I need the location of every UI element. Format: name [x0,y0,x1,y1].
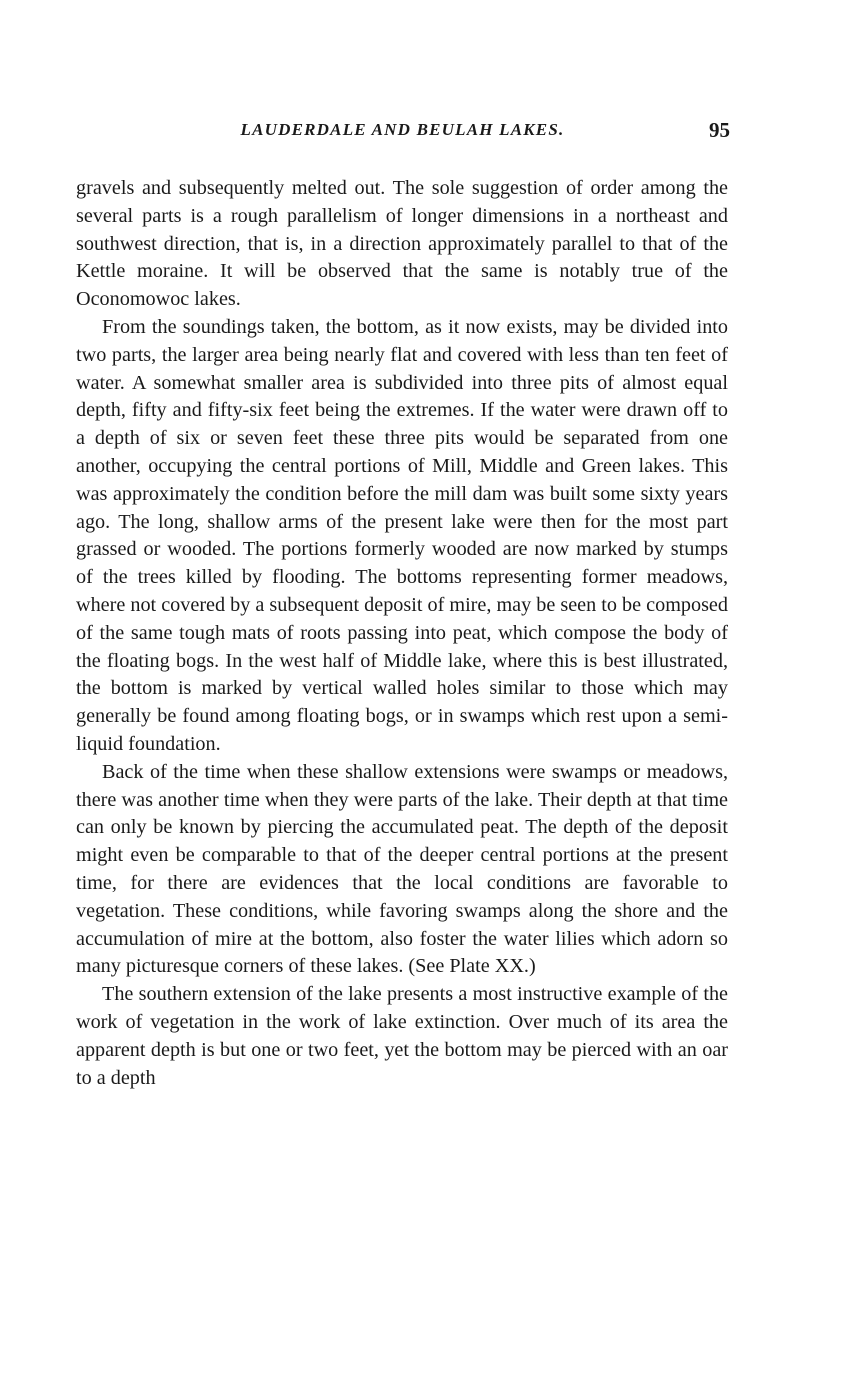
running-head: LAUDERDALE AND BEULAH LAKES. [240,120,565,139]
page-number: 95 [709,118,730,142]
paragraph-continuation: gravels and subsequently melted out. The sole suggestion of order among the several parts is a rough parallelism of longer dimensions in a northeast and southwest direction, that is, in a direction approximately parallel to that of the Kettle moraine. It will be observed that the same is notably true of the Oconomowoc lakes. [76,177,728,311]
paragraph-shallow-extensions: Back of the time when these shallow extensions were swamps or meadows, there was another time when they were parts of the lake. Their depth at that time can only be known by piercing the accumulated peat. The depth of the deposit might even be comparable to that of the deeper central portions at the present time, for there are evidences that the local conditions are favorable to vegetation. These conditions, while favoring swamps along the shore and the accumulation of mire at the bottom, also foster the water lilies which adorn so many picturesque corners of these lakes. (See Plate XX.) [76,760,728,978]
body-text [76,175,728,1092]
paragraph-soundings: From the soundings taken, the bottom, as it now exists, may be divided into two parts, the larger area being nearly flat and covered with less than ten feet of water. A somewhat smaller area is subdivided into three pits of almost equal depth, fifty and fifty-six feet being the extremes. If the water were drawn off to a depth of six or seven feet these three pits would be separated from one another, occupying the central portions of Mill, Middle and Green lakes. This was approximately the condition before the mill dam was built some sixty years ago. The long, shallow arms of the present lake were then for the most part grassed or wooded. The portions formerly wooded are now marked by stumps of the trees killed by flooding. The bottoms representing former meadows, where not covered by a subsequent deposit of mire, may be seen to be composed of the same tough mats of roots passing into peat, which compose the body of the floating bogs. In the west half of Middle lake, where this is best illustrated, the bottom is marked by vertical walled holes similar to those which may generally be found among floating bogs, or in swamps which rest upon a semi-liquid foundation. [76,315,728,755]
paragraph-southern-extension: The southern extension of the lake presents a most instructive example of the work of vegetation in the work of lake extinction. Over much of its area the apparent depth is but one or two feet, yet the bottom may be pierced with an oar to a depth [76,983,728,1089]
